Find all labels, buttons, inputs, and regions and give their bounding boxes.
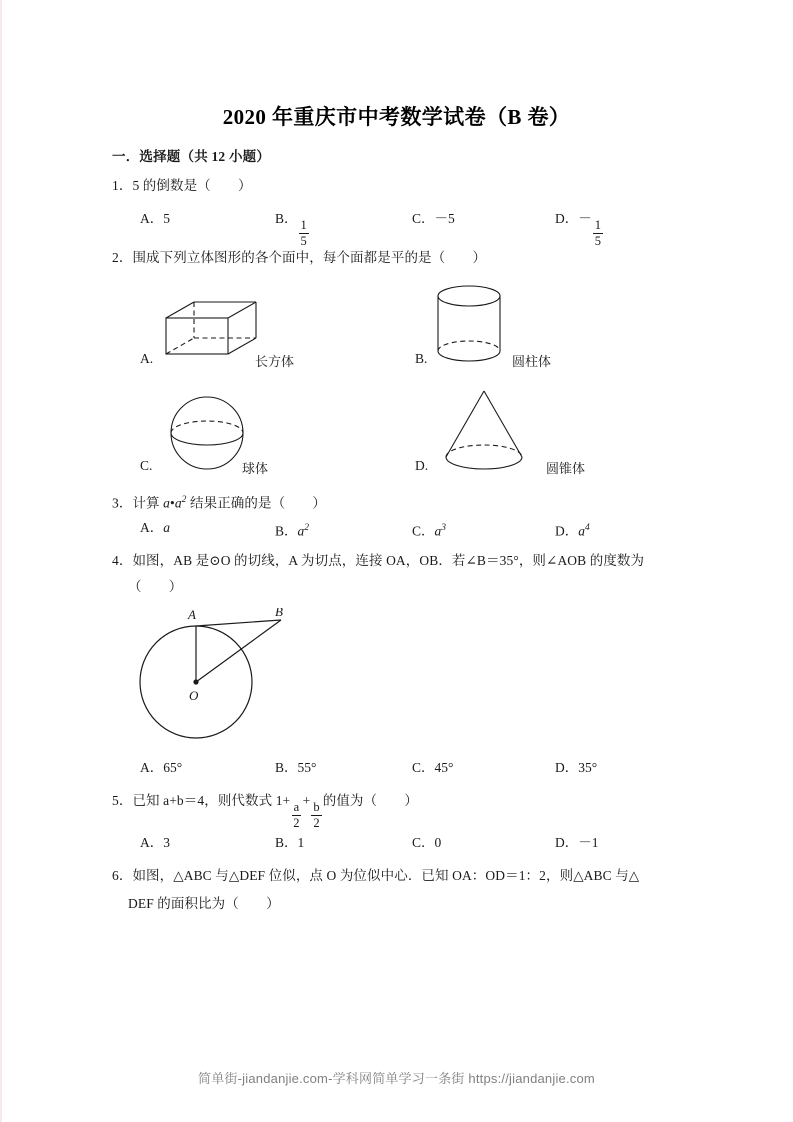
question-5-stem (112, 791, 418, 829)
cone-figure (434, 387, 534, 472)
option-base: a (434, 523, 442, 539)
question-5-stem-mid: + (302, 793, 311, 808)
option-letter: C． (412, 760, 435, 775)
question-1-option-a[interactable] (140, 209, 170, 229)
option-letter: A． (140, 520, 164, 535)
option-text: 3 (163, 835, 170, 850)
fraction-a-over-2: $\frac{a}{2}$ (293, 800, 300, 830)
option-text: －5 (434, 211, 455, 226)
label-A: A (188, 608, 196, 622)
option-exponent: 3 (441, 523, 447, 533)
option-letter: D．－ (555, 211, 592, 226)
question-3-option-c[interactable] (412, 518, 446, 542)
option-letter: B． (275, 523, 298, 539)
question-3-stem-prefix: 3．计算 (112, 495, 164, 511)
question-3-option-d[interactable] (555, 518, 590, 542)
cuboid-label: 长方体 (255, 354, 295, 369)
page-edge-rule (0, 0, 2, 1122)
option-text: 5 (163, 211, 170, 226)
option-text: －1 (578, 835, 599, 850)
question-4-option-b[interactable] (275, 758, 316, 778)
option-base: a (163, 520, 170, 535)
option-letter: C． (412, 523, 435, 539)
option-letter: A． (140, 760, 164, 775)
question-2-option-c-letter[interactable]: C. (140, 458, 153, 473)
section-heading: 一．选择题（共 12 小题） (112, 149, 271, 164)
cuboid-figure (158, 296, 268, 366)
option-letter: B． (275, 760, 298, 775)
option-exponent: 4 (585, 523, 590, 533)
option-base: a (578, 523, 585, 539)
cone-label: 圆锥体 (546, 461, 586, 476)
option-text: 35° (578, 760, 598, 775)
option-text: 1 (297, 835, 305, 850)
question-4-option-c[interactable] (412, 758, 453, 778)
circle-tangent-diagram (138, 608, 298, 748)
cylinder-figure (428, 283, 510, 365)
option-text: 65° (163, 760, 183, 775)
question-1-stem: 1．5 的倒数是（ ） (112, 178, 252, 193)
option-text: 45° (434, 760, 454, 775)
cylinder-label: 圆柱体 (512, 354, 552, 369)
question-5-option-b[interactable] (275, 833, 304, 853)
option-text: 55° (297, 760, 317, 775)
fraction-one-fifth: $\frac{1}{5}$ (300, 218, 307, 248)
page-title: 2020 年重庆市中考数学试卷（B 卷） (222, 105, 571, 129)
question-3-stem: 3．计算 $a•a^2$ 结果正确的是（ ） (112, 495, 327, 511)
option-text: 0 (434, 835, 442, 850)
option-base: a (297, 523, 305, 539)
question-3-option-b[interactable] (275, 518, 309, 542)
label-O: O (189, 688, 199, 703)
question-4-stem-line1: 4．如图，AB 是⊙O 的切线，A 为切点，连接 OA，OB．若∠B＝35°，则∠AOB 的度数为 (112, 553, 645, 568)
option-letter: D． (555, 523, 579, 539)
sphere-figure (166, 392, 248, 474)
question-6-stem-line1: 6．如图，△ABC 与△DEF 位似，点 O 为位似中心．已知 OA：OD＝1：2，则△ABC 与△ (112, 868, 640, 883)
question-1-option-c[interactable] (412, 209, 455, 229)
question-5-option-a[interactable] (140, 833, 170, 853)
question-5-stem-prefix: 5．已知 a+b＝4，则代数式 1+ (112, 793, 291, 808)
fraction-one-fifth: $\frac{1}{5}$ (594, 218, 601, 248)
question-2-option-a-letter[interactable]: A. (140, 351, 154, 366)
question-4-option-a[interactable] (140, 758, 182, 778)
option-letter: D． (555, 760, 579, 775)
question-3-stem-suffix: 结果正确的是（ ） (186, 495, 327, 511)
label-B: B (275, 608, 283, 619)
option-letter: C． (412, 835, 435, 850)
option-letter: D． (555, 835, 579, 850)
question-2-stem: 2．围成下列立体图形的各个面中，每个面都是平的是（ ） (112, 250, 487, 265)
option-exponent: 2 (304, 523, 310, 533)
footer-watermark: 简单街-jiandanjie.com-学科网简单学习一条街 https://jiandanjie.com (198, 1071, 595, 1086)
option-letter: B． (275, 835, 298, 850)
sphere-label: 球体 (242, 461, 269, 476)
question-5-option-c[interactable] (412, 833, 441, 853)
option-letter: A． (140, 835, 164, 850)
option-letter: A． (140, 211, 164, 226)
question-5-stem-suffix: 的值为（ ） (322, 793, 418, 808)
option-letter: B． (275, 211, 298, 226)
fraction-b-over-2: $\frac{b}{2}$ (313, 800, 320, 830)
option-letter: C． (412, 211, 435, 226)
question-5-option-d[interactable] (555, 833, 599, 853)
question-2-option-d-letter[interactable]: D. (415, 458, 429, 473)
question-6-stem-line2: DEF 的面积比为（ ） (128, 896, 280, 911)
question-2-option-b-letter[interactable]: B. (415, 351, 428, 366)
question-1-option-b[interactable] (275, 209, 310, 247)
question-4-stem-line2: （ ） (128, 579, 183, 594)
question-1-option-d[interactable] (555, 209, 604, 247)
question-4-option-d[interactable] (555, 758, 597, 778)
question-3-option-a[interactable] (140, 518, 170, 538)
